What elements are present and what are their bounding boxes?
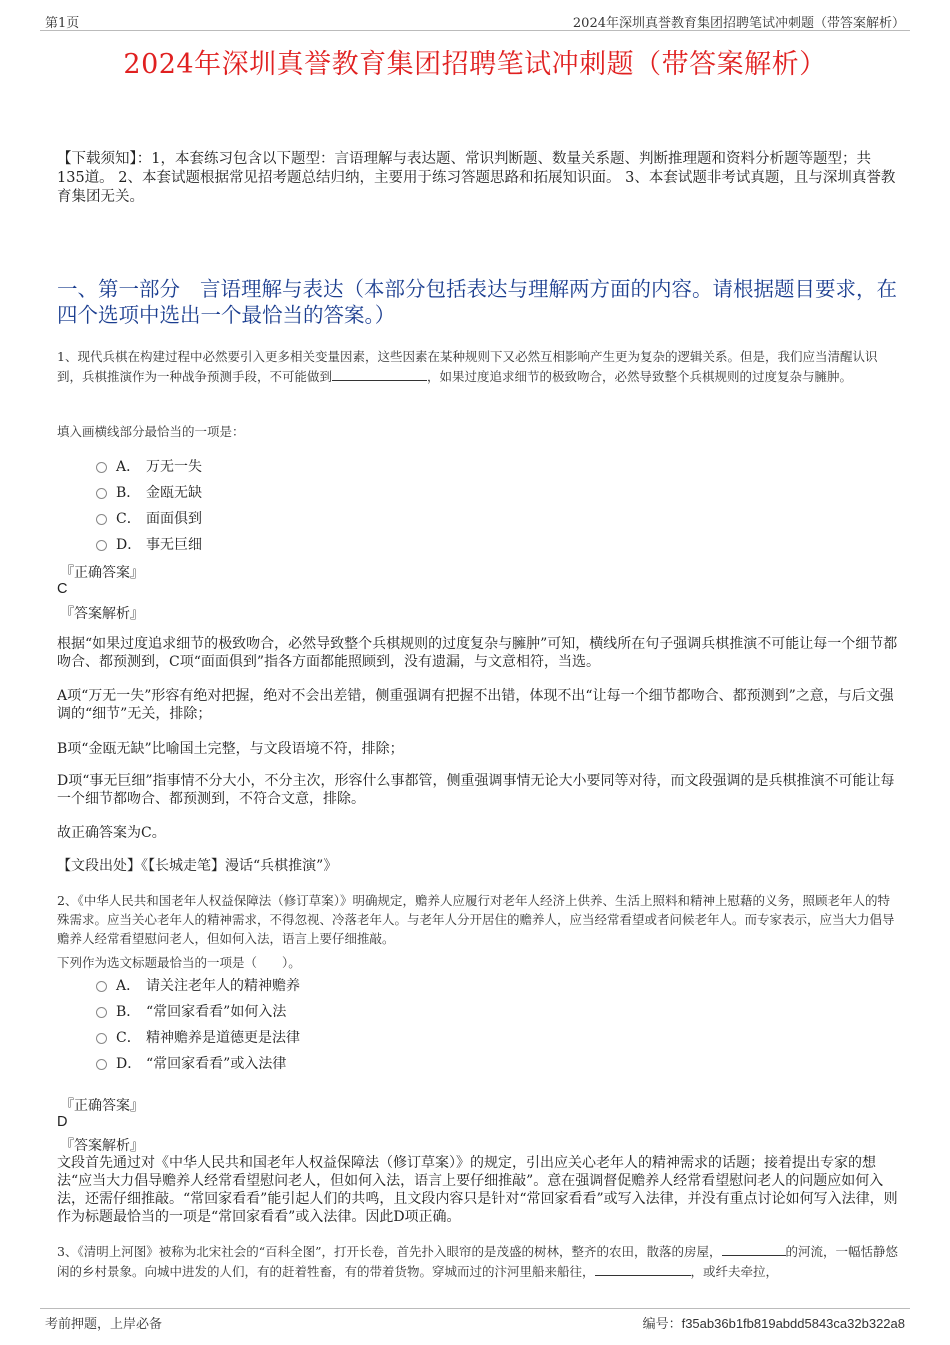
option-b[interactable]: B． 金瓯无缺	[96, 479, 202, 505]
page-number: 第1页	[45, 16, 80, 31]
question-1-options	[96, 453, 202, 557]
question-3-text: 3、《清明上河图》被称为北宋社会的“百科全图”，打开长卷，首先扑入眼帘的是茂盛的树林，整齐的农田，散落的房屋， 的河流，一幅恬静悠闲的乡村景象。向城中进发的人们，有的赶着牲畜，有的带着货物。穿城而过的汴河里船来船往， ，或纤夫牵拉，	[57, 1244, 899, 1279]
option-d[interactable]: D． 事无巨细	[96, 531, 202, 557]
radio-icon[interactable]	[96, 462, 107, 473]
answer-label: 『正确答案』	[60, 1098, 144, 1114]
radio-icon[interactable]	[96, 1007, 107, 1018]
option-d[interactable]: D． “常回家看看”或入法律	[96, 1050, 300, 1076]
analysis-label: 『答案解析』	[60, 606, 144, 622]
section-part: 一、第一部分	[57, 277, 180, 301]
radio-icon[interactable]	[96, 1059, 107, 1070]
answer-label: 『正确答案』	[60, 565, 144, 581]
option-a[interactable]: A． 万无一失	[96, 453, 202, 479]
source-citation: 【文段出处】《【长城走笔】漫话“兵棋推演”》	[57, 858, 338, 874]
answer-value: C	[57, 581, 68, 597]
footer-note: 考前押题，上岸必备	[45, 1317, 163, 1332]
radio-icon[interactable]	[96, 514, 107, 525]
page-header	[40, 10, 910, 31]
section-desc: 言语理解与表达（本部分包括表达与理解两方面的内容。请根据题目要求，在四个选项中选出一个最恰当的答案。）	[57, 277, 897, 327]
option-c[interactable]: C． 精神赡养是道德更是法律	[96, 1024, 300, 1050]
blank-line	[332, 368, 427, 381]
page-title: 2024年深圳真誉教育集团招聘笔试冲刺题（带答案解析）	[123, 49, 827, 80]
question-1-text: 1、现代兵棋在构建过程中必然要引入更多相关变量因素，这些因素在某种规则下又必然互相影响产生更为复杂的逻辑关系。但是，我们应当清醒认识到，兵棋推演作为一种战争预测手段，不可能做到 ，如果过度追求细节的极致吻合，必然导致整个兵棋规则的过度复杂与臃肿。	[57, 349, 878, 384]
question-2-text: 2、《中华人民共和国老年人权益保障法（修订草案）》明确规定，赡养人应履行对老年人经济上供养、生活上照料和精神上慰藉的义务，照顾老年人的特殊需求。应当关心老年人的精神需求，不得忽视、冷落老年人。与老年人分开居住的赡养人，应当经常看望或者问候老年人。而专家表示，应当大力倡导赡养人经常看望慰问老人，但如何入法，语言上要仔细推敲。	[57, 893, 895, 946]
question-1-prompt: 填入画横线部分最恰当的一项是：	[57, 424, 245, 439]
blank-line	[722, 1243, 786, 1256]
radio-icon[interactable]	[96, 488, 107, 499]
analysis-paragraph: 文段首先通过对《中华人民共和国老年人权益保障法（修订草案）》的规定，引出应关心老年人的精神需求的话题；接着提出专家的想法“应当大力倡导赡养人经常看望慰问老人，但如何入法，语言上要仔细推敲”。意在强调督促赡养人经常看望慰问老人的问题应如何入法，还需仔细推敲。“常回家看看”能引起人们的共鸣，且文段内容只是针对“常回家看看”或写入法律，并没有重点讨论如何写入法律，则作为标题最恰当的一项是“常回家看看”或入法律。因此D项正确。	[57, 1155, 898, 1225]
section-heading	[57, 276, 897, 328]
footer-code: 编号：f35ab36b1fb819abdd5843ca32b322a8	[642, 1316, 905, 1332]
analysis-label: 『答案解析』	[60, 1138, 144, 1154]
question-2-prompt: 下列作为选文标题最恰当的一项是（ ）。	[57, 955, 301, 970]
header-doc-title: 2024年深圳真誉教育集团招聘笔试冲刺题（带答案解析）	[572, 16, 905, 31]
analysis-paragraph: D项“事无巨细”指事情不分大小，不分主次，形容什么事都管，侧重强调事情无论大小要同等对待，而文段强调的是兵棋推演不可能让每一个细节都吻合、都预测到，不符合文意，排除。	[57, 773, 895, 807]
answer-value: D	[57, 1114, 68, 1130]
analysis-paragraph: 根据“如果过度追求细节的极致吻合，必然导致整个兵棋规则的过度复杂与臃肿”可知，横线所在句子强调兵棋推演不可能让每一个细节都吻合、都预测到，C项“面面俱到”指各方面都能照顾到，没有遗漏，与文意相符，当选。	[57, 636, 898, 670]
radio-icon[interactable]	[96, 1033, 107, 1044]
option-b[interactable]: B． “常回家看看”如何入法	[96, 998, 300, 1024]
analysis-conclusion: 故正确答案为C。	[57, 825, 166, 841]
analysis-paragraph: A项“万无一失”形容有绝对把握，绝对不会出差错，侧重强调有把握不出错，体现不出“让每一个细节都吻合、都预测到”之意，与后文强调的“细节”无关，排除；	[57, 688, 894, 722]
option-a[interactable]: A． 请关注老年人的精神赡养	[96, 972, 300, 998]
question-2-options	[96, 972, 300, 1076]
download-notice: 【下载须知】：1，本套练习包含以下题型：言语理解与表达题、常识判断题、数量关系题、判断推理题和资料分析题等题型；共135道。 2、本套试题根据常见招考题总结归纳，主要用于练习答题思路和拓展知识面。 3、本套试题非考试真题，且与深圳真誉教育集团无关。	[57, 151, 896, 205]
blank-line	[595, 1263, 691, 1276]
radio-icon[interactable]	[96, 540, 107, 551]
page-footer	[40, 1308, 910, 1333]
option-c[interactable]: C． 面面俱到	[96, 505, 202, 531]
radio-icon[interactable]	[96, 981, 107, 992]
analysis-paragraph: B项“金瓯无缺”比喻国土完整，与文段语境不符，排除；	[57, 741, 404, 757]
